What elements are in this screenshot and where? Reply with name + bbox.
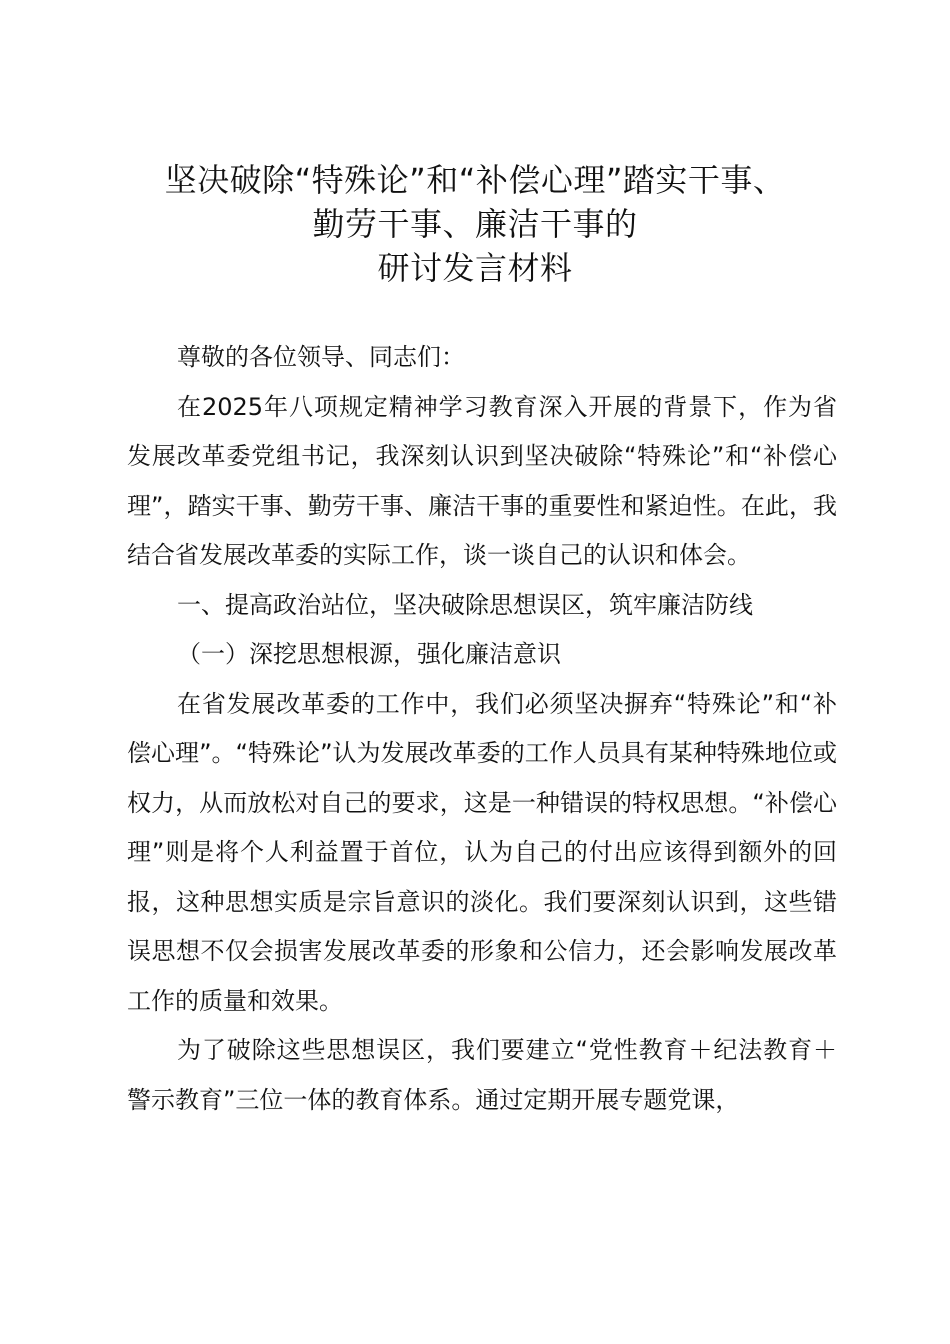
- intro-paragraph: 在2025年八项规定精神学习教育深入开展的背景下，作为省发展改革委党组书记，我深刻认识到坚决破除“特殊论”和“补偿心理”，踏实干事、勤劳干事、廉洁干事的重要性和紧迫性。在此，我结合省发展改革委的实际工作，谈一谈自己的认识和体会。: [127, 392, 837, 569]
- title-line-1: 坚决破除“特殊论”和“补偿心理”踏实干事、: [164, 161, 786, 199]
- salutation: 尊敬的各位领导、同志们：: [177, 343, 465, 371]
- title-line-3: 研讨发言材料: [377, 249, 573, 287]
- body-paragraph-2: 为了破除这些思想误区，我们要建立“党性教育＋纪法教育＋警示教育”三位一体的教育体系。通过定期开展专题党课，: [127, 1036, 837, 1114]
- document-title: [0, 158, 950, 290]
- section-heading-1: 一、提高政治站位，坚决破除思想误区，筑牢廉洁防线: [177, 590, 753, 619]
- subsection-heading-1: （一）深挖思想根源，强化廉洁意识: [177, 640, 561, 668]
- body-paragraph-1: 在省发展改革委的工作中，我们必须坚决摒弃“特殊论”和“补偿心理”。“特殊论”认为发展改革委的工作人员具有某种特殊地位或权力，从而放松对自己的要求，这是一种错误的特权思想。“补偿心理”则是将个人利益置于首位，认为自己的付出应该得到额外的回报，这种思想实质是宗旨意识的淡化。我们要深刻认识到，这些错误思想不仅会损害发展改革委的形象和公信力，还会影响发展改革工作的质量和效果。: [127, 689, 837, 1015]
- document-body: [127, 333, 837, 1125]
- title-line-2: 勤劳干事、廉洁干事的: [312, 205, 638, 243]
